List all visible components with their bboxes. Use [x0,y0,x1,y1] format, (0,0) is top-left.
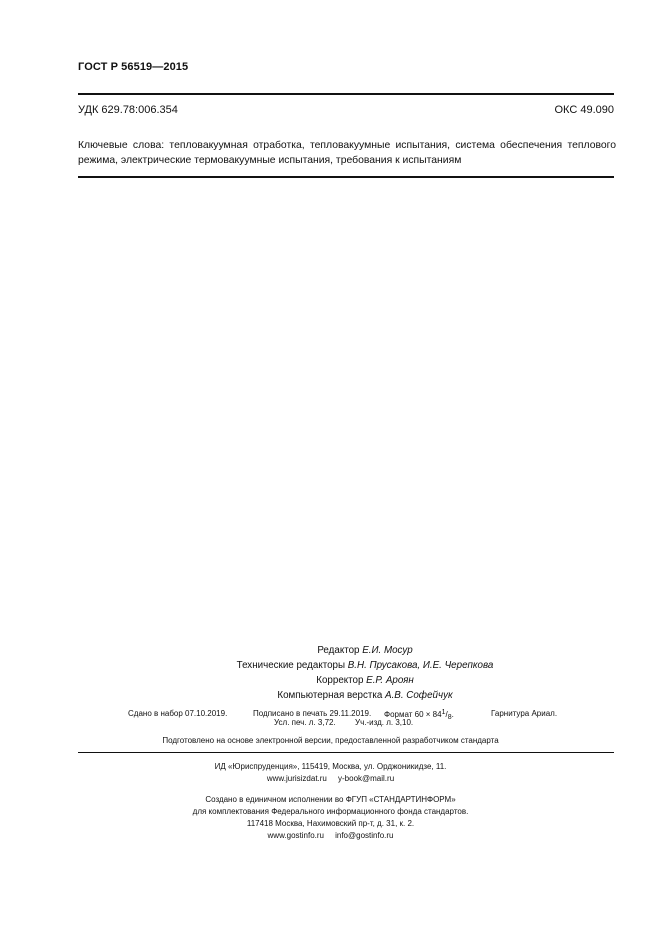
paper-format: Формат $60 \times 84^1/_8$. [384,709,454,721]
layout-line [150,688,580,703]
print-sheets: Усл. печ. л. 3,72. [274,718,336,727]
layout-name: А.В. Софейчук [385,690,453,701]
typeface: Гарнитура Ариал. [491,709,558,718]
publisher-site-link[interactable]: www.jurisizdat.ru [266,774,327,783]
oks-code: ОКС 49.090 [554,104,614,116]
format-suffix: . [451,710,454,719]
editor-line [150,643,580,658]
corrector-name: Е.Р. Ароян [366,675,414,686]
credits-block [150,643,580,703]
prepared-note: Подготовлено на основе электронной версии, предоставленной разработчиком стандарта [162,736,499,745]
producer-line-1: Создано в единичном исполнении во ФГУП «СТАНДАРТИНФОРМ» [205,795,456,804]
submitted-date: Сдано в набор 07.10.2019. [128,709,228,718]
layout-label: Компьютерная верстка [277,690,383,701]
format-denominator: 8 [447,714,452,721]
corrector-label: Корректор [316,675,364,686]
keywords-paragraph: Ключевые слова: тепловакуумная отработка, тепловакуумные испытания, система обеспечения теплового режима, электрические термовакуумные испытания, требования к испытаниям [78,140,616,166]
document-code: ГОСТ Р 56519—2015 [78,61,189,73]
signed-date: Подписано в печать 29.11.2019. [253,709,372,718]
publisher-sheets: Уч.-изд. л. 3,10. [355,718,414,727]
corrector-line [150,673,580,688]
producer-contacts [0,830,661,842]
publisher-email-link[interactable]: y-book@mail.ru [338,774,395,783]
producer-email-link[interactable]: info@gostinfo.ru [335,831,394,840]
tech-editors-names: В.Н. Прусакова, И.Е. Черепкова [347,660,494,671]
producer-address: 117418 Москва, Нахимовский пр-т, д. 31, к. 2. [246,819,415,828]
publisher-address: ИД «Юриспруденция», 115419, Москва, ул. Орджоникидзе, 11. [214,762,447,771]
tech-editors-line [150,658,580,673]
format-prefix: Формат 60 × 84 [384,710,442,719]
producer-site-link[interactable]: www.gostinfo.ru [267,831,324,840]
producer-block [0,794,661,842]
keywords-rule [78,176,614,178]
editor-name: Е.И. Мосур [362,645,413,656]
producer-line-2: для комплектования Федерального информационного фонда стандартов. [192,807,469,816]
editor-label: Редактор [317,645,360,656]
publisher-contacts [0,773,661,785]
imprint-rule [78,752,614,753]
format-numerator: 1 [441,709,446,716]
udk-code: УДК 629.78:006.354 [78,104,178,116]
tech-editors-label: Технические редакторы [236,660,346,671]
publisher-block [0,761,661,785]
top-rule [78,93,614,95]
